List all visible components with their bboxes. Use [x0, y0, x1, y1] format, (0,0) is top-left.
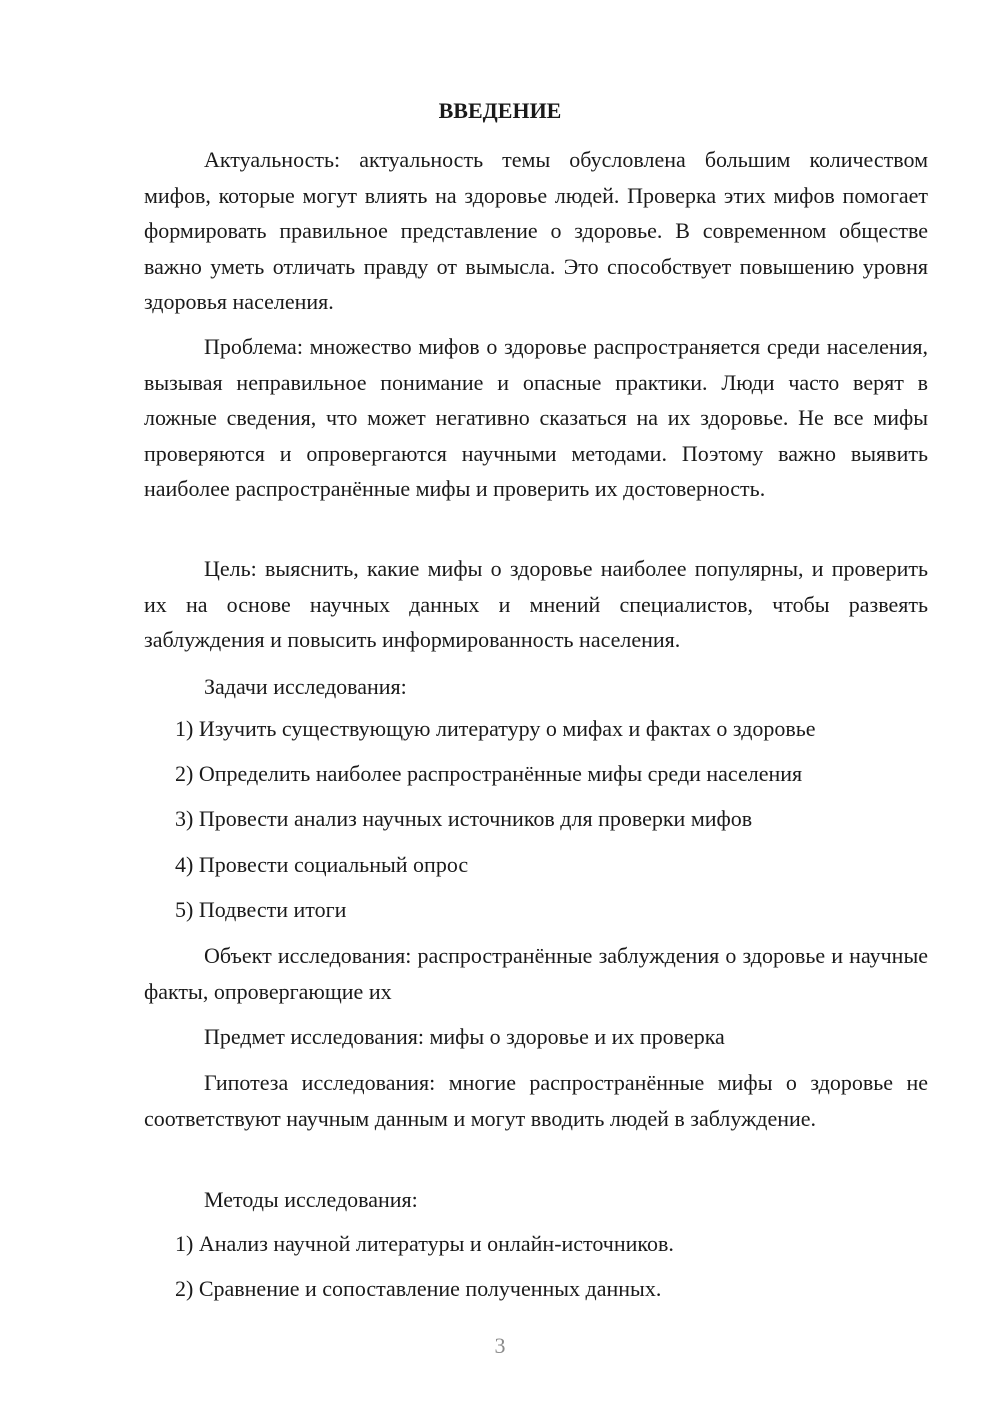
tasks-heading: Задачи исследования: [204, 674, 407, 699]
relevance-paragraph: Актуальность: актуальность темы обусловлена большим количеством мифов, которые могут влиять на здоровье людей. Проверка этих мифов помогает формировать правильное представление о здоровье. В современном обществе важно уметь отличать правду от вымысла. Это способствует повышению уровня здоровья населения. [144, 147, 928, 314]
problem-paragraph: Проблема: множество мифов о здоровье распространяется среди населения, вызывая неправильное понимание и опасные практики. Люди часто верят в ложные сведения, что может негативно сказаться на их здоровье. Не все мифы проверяются и опровергаются научными методами. Поэтому важно выявить наиболее распространённые мифы и проверить их достоверность. [144, 334, 928, 501]
subject-paragraph: Предмет исследования: мифы о здоровье и их проверка [204, 1024, 725, 1049]
task-item-5: 5) Подвести итоги [175, 897, 347, 922]
methods-heading: Методы исследования: [204, 1187, 418, 1212]
task-item-4: 4) Провести социальный опрос [175, 852, 469, 877]
object-paragraph: Объект исследования: распространённые заблуждения о здоровье и научные факты, опровергающие их [144, 943, 928, 1004]
task-item-1: 1) Изучить существующую литературу о мифах и фактах о здоровье [175, 716, 816, 741]
method-item-1: 1) Анализ научной литературы и онлайн-источников. [175, 1231, 674, 1256]
task-item-2: 2) Определить наиболее распространённые мифы среди населения [175, 761, 803, 786]
task-item-3: 3) Провести анализ научных источников для проверки мифов [175, 806, 753, 831]
page-number: 3 [494, 1333, 506, 1358]
hypothesis-paragraph: Гипотеза исследования: многие распространённые мифы о здоровье не соответствуют научным данным и могут вводить людей в заблуждение. [144, 1070, 928, 1131]
method-item-2: 2) Сравнение и сопоставление полученных данных. [175, 1276, 662, 1301]
goal-paragraph: Цель: выяснить, какие мифы о здоровье наиболее популярны, и проверить их на основе научных данных и мнений специалистов, чтобы развеять заблуждения и повысить информированность населения. [144, 556, 928, 652]
page-title: ВВЕДЕНИЕ [438, 98, 562, 123]
